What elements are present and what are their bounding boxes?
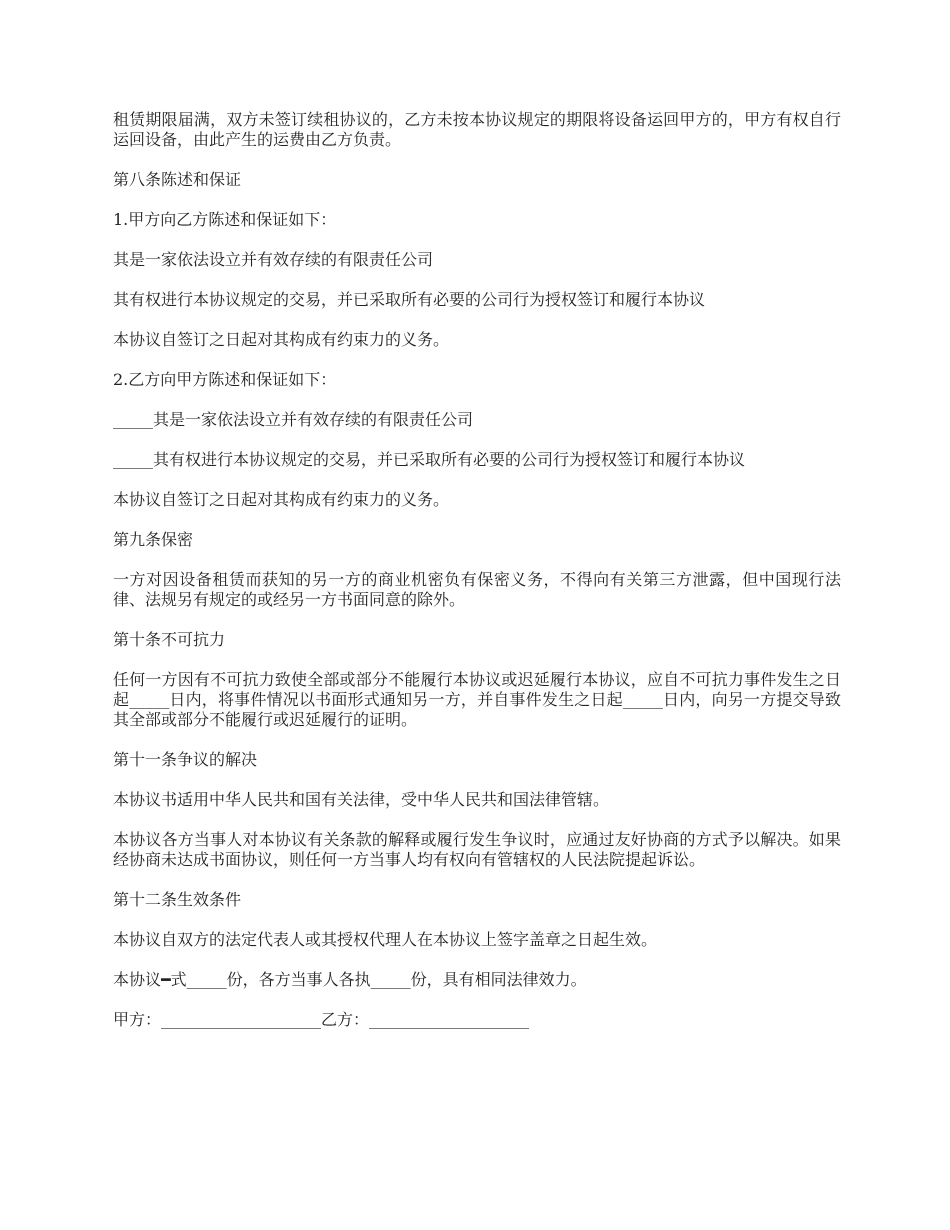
paragraph-copies: 本协议━式_____份，各方当事人各执_____份，具有相同法律效力。 bbox=[113, 970, 587, 989]
heading-article-9: 第九条保密 bbox=[113, 530, 194, 549]
paragraph-confidentiality: 一方对因设备租赁而获知的另一方的商业机密负有保密义务，不得向有关第三方泄露，但中国现行法律、法规另有规定的或经另一方书面同意的除外。 bbox=[113, 570, 841, 609]
paragraph-party-b-company: _____其是一家依法设立并有效存续的有限责任公司 bbox=[113, 410, 474, 429]
paragraph-effectiveness: 本协议自双方的法定代表人或其授权代理人在本协议上签字盖章之日起生效。 bbox=[113, 930, 658, 949]
paragraph-party-b-reps: 2.乙方向甲方陈述和保证如下： bbox=[113, 370, 337, 389]
heading-article-12: 第十二条生效条件 bbox=[113, 890, 242, 909]
heading-article-8: 第八条陈述和保证 bbox=[113, 170, 242, 189]
paragraph-lease-expiry: 租赁期限届满，双方未签订续租协议的，乙方未按本协议规定的期限将设备运回甲方的，甲方有权自行运回设备，由此产生的运费由乙方负责。 bbox=[113, 110, 841, 149]
signature-line: 甲方：____________________乙方：____________________ bbox=[113, 1010, 530, 1029]
paragraph-dispute-resolution: 本协议各方当事人对本协议有关条款的解释或履行发生争议时，应通过友好协商的方式予以解决。如果经协商未达成书面协议，则任何一方当事人均有权向有管辖权的人民法院提起诉讼。 bbox=[113, 830, 841, 869]
paragraph-party-a-reps: 1.甲方向乙方陈述和保证如下： bbox=[113, 210, 337, 229]
paragraph-party-a-binding: 本协议自签订之日起对其构成有约束力的义务。 bbox=[113, 330, 450, 349]
paragraph-party-a-authority: 其有权进行本协议规定的交易，并已采取所有必要的公司行为授权签订和履行本协议 bbox=[113, 290, 706, 309]
paragraph-party-b-binding: 本协议自签订之日起对其构成有约束力的义务。 bbox=[113, 490, 450, 509]
document-page bbox=[113, 110, 841, 1050]
heading-article-10: 第十条不可抗力 bbox=[113, 630, 226, 649]
paragraph-party-b-authority: _____其有权进行本协议规定的交易，并已采取所有必要的公司行为授权签订和履行本协议 bbox=[113, 450, 746, 469]
paragraph-force-majeure: 任何一方因有不可抗力致使全部或部分不能履行本协议或迟延履行本协议，应自不可抗力事件发生之日起_____日内，将事件情况以书面形式通知另一方，并自事件发生之日起_____日内，向另一方提交导致其全部或部分不能履行或迟延履行的证明。 bbox=[113, 670, 841, 729]
heading-article-11: 第十一条争议的解决 bbox=[113, 750, 258, 769]
paragraph-party-a-company: 其是一家依法设立并有效存续的有限责任公司 bbox=[113, 250, 434, 269]
paragraph-governing-law: 本协议书适用中华人民共和国有关法律，受中华人民共和国法律管辖。 bbox=[113, 790, 610, 809]
